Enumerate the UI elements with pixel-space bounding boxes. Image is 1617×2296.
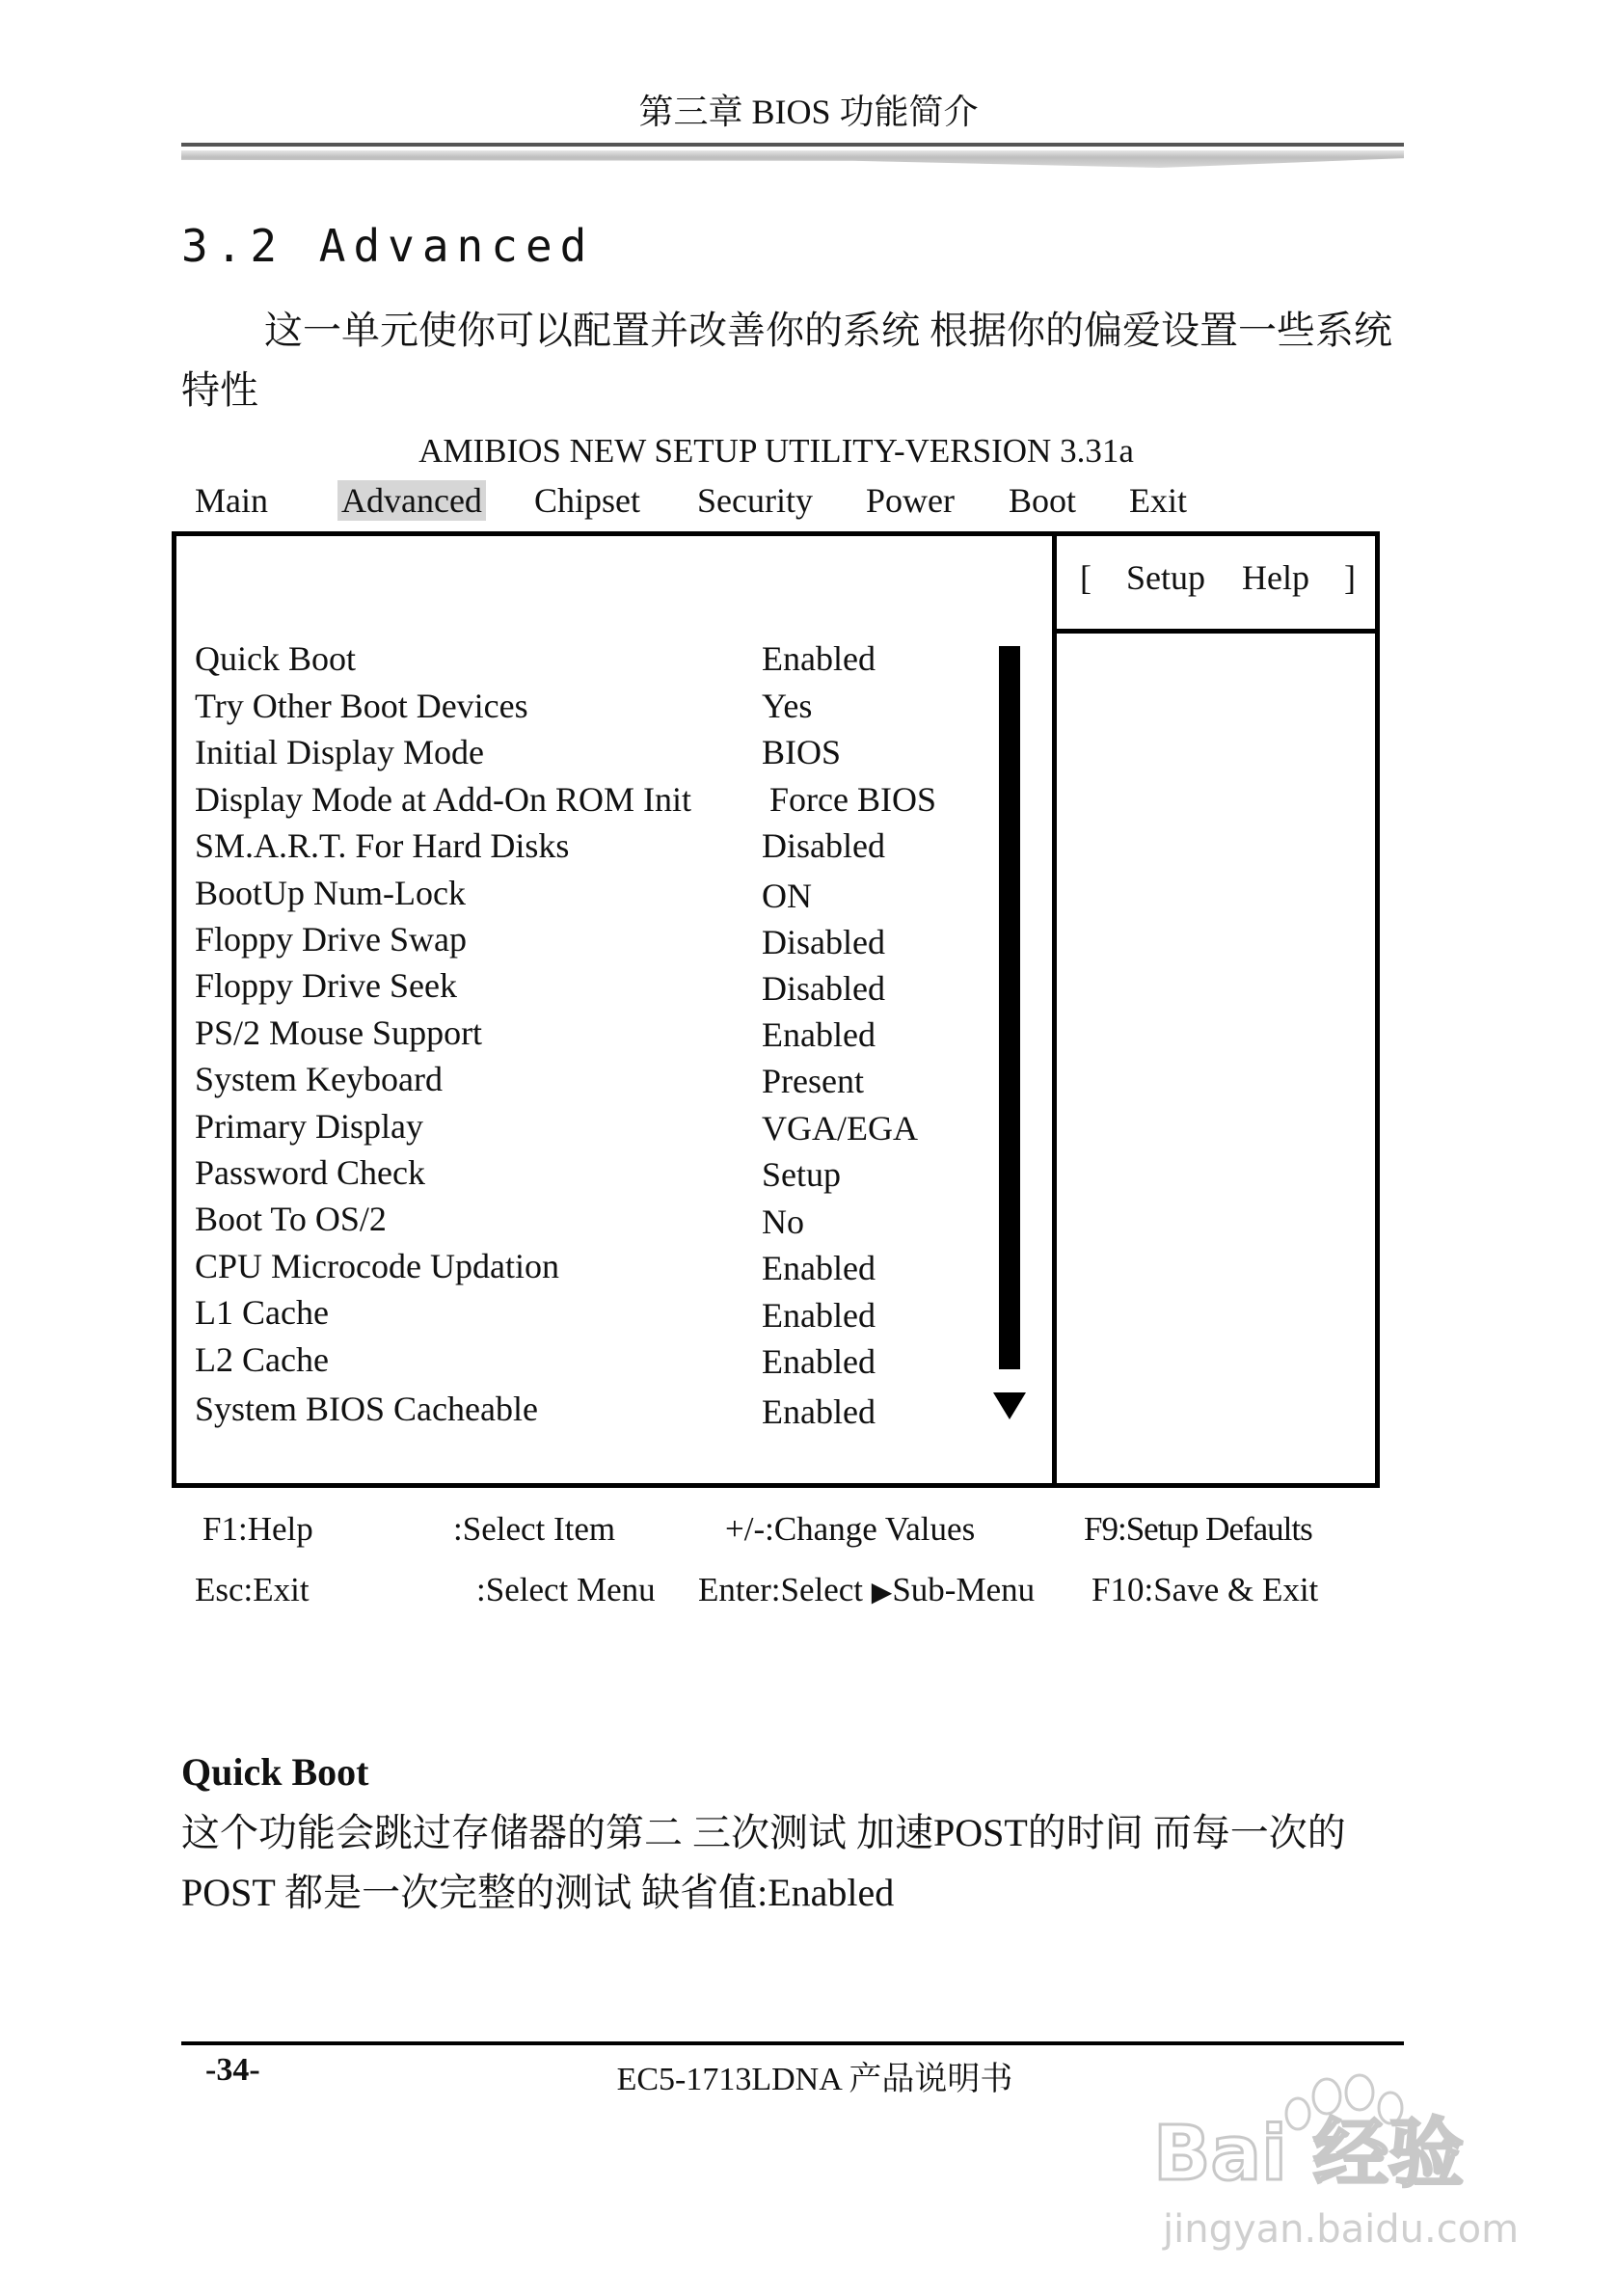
header-rule (181, 143, 1404, 147)
panel-divider (1052, 531, 1057, 1488)
section-intro: 这一单元使你可以配置并改善你的系统 根据你的偏爱设置一些系统特性 (181, 309, 1392, 412)
setting-value[interactable]: VGA/EGA (762, 1109, 918, 1148)
setting-label[interactable]: L2 Cache (195, 1340, 329, 1379)
setting-label[interactable]: CPU Microcode Updation (195, 1247, 559, 1285)
help-setup-label: Setup (1126, 558, 1206, 597)
bios-title: AMIBIOS NEW SETUP UTILITY-VERSION 3.31a (418, 432, 1134, 470)
setting-value[interactable]: Setup (762, 1155, 842, 1194)
footer-doc-title: EC5-1713LDNA 产品说明书 (616, 2062, 1013, 2097)
key-select-menu: :Select Menu (476, 1571, 656, 1608)
setting-label[interactable]: Quick Boot (195, 639, 356, 678)
setting-value[interactable]: Enabled (762, 1296, 876, 1335)
help-help-label: Help (1242, 558, 1309, 597)
key-help: F1:Help (202, 1510, 313, 1548)
setting-value[interactable]: Yes (762, 687, 813, 725)
setting-value[interactable]: ON (762, 877, 812, 915)
help-bracket-close: ] (1344, 558, 1356, 597)
chapter-title: 第三章 BIOS 功能简介 (638, 93, 979, 131)
help-bracket-open: [ (1080, 558, 1091, 597)
setting-label[interactable]: Floppy Drive Swap (195, 920, 467, 959)
menu-advanced[interactable]: Advanced (337, 480, 486, 521)
setting-value[interactable]: Enabled (762, 1015, 876, 1054)
page-number: -34- (205, 2052, 260, 2088)
setting-value[interactable]: Enabled (762, 1249, 876, 1287)
setting-label[interactable]: Primary Display (195, 1107, 423, 1146)
setting-value[interactable]: Enabled (762, 1342, 876, 1381)
key-enter-label: Enter:Select (698, 1571, 864, 1608)
setting-label[interactable]: Password Check (195, 1153, 425, 1192)
setting-value[interactable]: Disabled (762, 923, 885, 961)
setting-label[interactable]: Floppy Drive Seek (195, 966, 457, 1005)
watermark-brand: Bai 经验 (1153, 2111, 1464, 2198)
menu-chipset[interactable]: Chipset (534, 481, 641, 520)
setting-label[interactable]: Initial Display Mode (195, 733, 484, 771)
header-rule-shadow (181, 150, 1404, 168)
setting-label[interactable]: Display Mode at Add-On ROM Init (195, 780, 691, 819)
setting-value[interactable]: Enabled (762, 639, 876, 678)
scrollbar-thumb[interactable] (999, 646, 1020, 1369)
setting-value[interactable]: Enabled (762, 1392, 876, 1431)
watermark-url: jingyan.baidu.com (1163, 2207, 1520, 2252)
section-title: 3.2 Advanced (181, 220, 595, 272)
key-submenu-label: Sub-Menu (892, 1571, 1036, 1608)
quick-boot-heading: Quick Boot (181, 1750, 369, 1794)
setting-label[interactable]: System Keyboard (195, 1060, 443, 1098)
setting-label[interactable]: Try Other Boot Devices (195, 687, 528, 725)
setting-value[interactable]: Present (762, 1062, 864, 1100)
setting-value[interactable]: Disabled (762, 826, 885, 865)
key-exit: Esc:Exit (195, 1571, 310, 1608)
setting-value[interactable]: BIOS (762, 733, 842, 771)
scroll-down-arrow-icon[interactable] (993, 1392, 1026, 1419)
key-setup-defaults: F9:Setup Defaults (1084, 1510, 1312, 1548)
quick-boot-description: 这个功能会跳过存储器的第二 三次测试 加速POST的时间 而每一次的POST 都是一次完整的测试 缺省值:Enabled (181, 1811, 1346, 1914)
menu-main[interactable]: Main (195, 481, 268, 520)
setting-value[interactable]: No (762, 1202, 804, 1241)
setting-value[interactable]: Force BIOS (769, 780, 936, 819)
setting-label[interactable]: L1 Cache (195, 1293, 329, 1332)
setting-label[interactable]: SM.A.R.T. For Hard Disks (195, 826, 570, 865)
baidu-watermark (1153, 2073, 1577, 2266)
key-select-item: :Select Item (453, 1510, 616, 1548)
setting-label[interactable]: BootUp Num-Lock (195, 874, 466, 912)
setting-label[interactable]: System BIOS Cacheable (195, 1390, 538, 1428)
setting-label[interactable]: Boot To OS/2 (195, 1200, 387, 1238)
menu-power[interactable]: Power (866, 481, 955, 520)
menu-boot[interactable]: Boot (1009, 481, 1077, 520)
triangle-right-icon: ▶ (871, 1578, 893, 1607)
key-change-values: +/-:Change Values (725, 1510, 976, 1548)
footer-rule (181, 2041, 1404, 2045)
key-enter-select (698, 1571, 1035, 1609)
menu-security[interactable]: Security (697, 481, 813, 520)
help-header-divider (1052, 629, 1380, 634)
setting-value[interactable]: Disabled (762, 969, 885, 1008)
setting-label[interactable]: PS/2 Mouse Support (195, 1013, 483, 1052)
key-save-exit: F10:Save & Exit (1091, 1571, 1319, 1608)
menu-exit[interactable]: Exit (1129, 481, 1187, 520)
